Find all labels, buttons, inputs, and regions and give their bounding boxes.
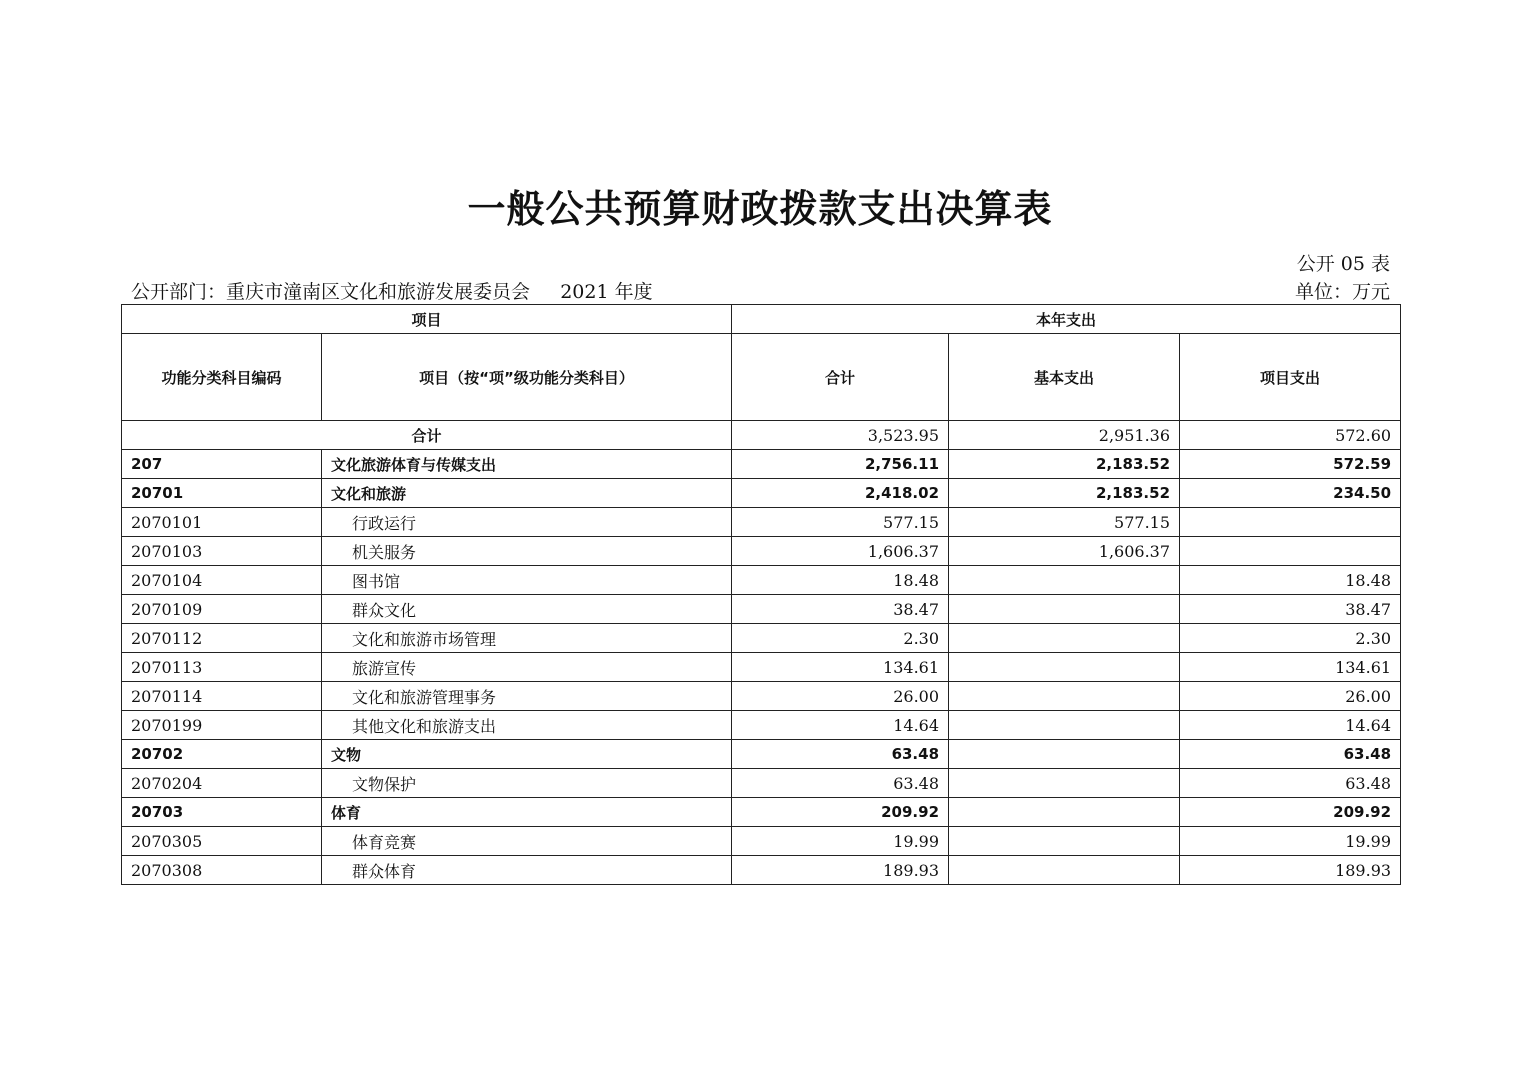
- row-project: 134.61: [1180, 653, 1401, 682]
- row-basic: [949, 653, 1180, 682]
- row-code: 207: [122, 450, 322, 479]
- table-row: [122, 450, 1401, 479]
- row-item-name: 行政运行: [322, 508, 732, 537]
- row-total: 19.99: [732, 827, 949, 856]
- row-project: 572.59: [1180, 450, 1401, 479]
- row-item-name: 群众体育: [322, 856, 732, 885]
- row-item-name: 机关服务: [322, 537, 732, 566]
- row-project: 63.48: [1180, 769, 1401, 798]
- header-total: 合计: [732, 334, 949, 421]
- row-item-name: 文化和旅游: [322, 479, 732, 508]
- row-total: 63.48: [732, 769, 949, 798]
- table-row: [122, 798, 1401, 827]
- header-item: 项目（按“项”级功能分类科目）: [322, 334, 732, 421]
- table-row: [122, 740, 1401, 769]
- row-code: 2070113: [122, 653, 322, 682]
- row-project: [1180, 508, 1401, 537]
- row-item-name: 文化旅游体育与传媒支出: [322, 450, 732, 479]
- header-row-2: [122, 334, 1401, 421]
- header-basic: 基本支出: [949, 334, 1180, 421]
- row-basic: 1,606.37: [949, 537, 1180, 566]
- row-basic: [949, 624, 1180, 653]
- form-number: 公开 05 表: [1296, 253, 1390, 275]
- row-total: 1,606.37: [732, 537, 949, 566]
- table-row: [122, 624, 1401, 653]
- row-project: 209.92: [1180, 798, 1401, 827]
- row-project: 63.48: [1180, 740, 1401, 769]
- row-total: 2,756.11: [732, 450, 949, 479]
- row-project: [1180, 537, 1401, 566]
- table-row: [122, 769, 1401, 798]
- row-project: 189.93: [1180, 856, 1401, 885]
- row-item-name: 旅游宣传: [322, 653, 732, 682]
- row-item-name: 其他文化和旅游支出: [322, 711, 732, 740]
- header-code: 功能分类科目编码: [122, 334, 322, 421]
- row-project: 14.64: [1180, 711, 1401, 740]
- row-total: 26.00: [732, 682, 949, 711]
- row-total: 189.93: [732, 856, 949, 885]
- budget-table: [121, 304, 1401, 885]
- row-item-name: 体育: [322, 798, 732, 827]
- row-basic: 2,183.52: [949, 450, 1180, 479]
- row-code: 2070199: [122, 711, 322, 740]
- row-code: 2070109: [122, 595, 322, 624]
- total-amount: 3,523.95: [732, 421, 949, 450]
- header-project: 项目: [122, 305, 732, 334]
- table-row: [122, 856, 1401, 885]
- row-item-name: 图书馆: [322, 566, 732, 595]
- row-basic: [949, 595, 1180, 624]
- header-current-year: 本年支出: [732, 305, 1401, 334]
- row-code: 2070112: [122, 624, 322, 653]
- row-total: 2,418.02: [732, 479, 949, 508]
- row-total: 38.47: [732, 595, 949, 624]
- row-basic: 577.15: [949, 508, 1180, 537]
- row-total: 14.64: [732, 711, 949, 740]
- document-title: 一般公共预算财政拨款支出决算表: [467, 186, 1053, 231]
- row-total: 209.92: [732, 798, 949, 827]
- unit-label: 单位：万元: [1294, 281, 1390, 303]
- row-basic: [949, 740, 1180, 769]
- row-code: 2070104: [122, 566, 322, 595]
- row-item-name: 体育竞赛: [322, 827, 732, 856]
- table-row: [122, 566, 1401, 595]
- row-project: 18.48: [1180, 566, 1401, 595]
- row-basic: [949, 711, 1180, 740]
- row-code: 20701: [122, 479, 322, 508]
- table-row: [122, 827, 1401, 856]
- row-code: 2070305: [122, 827, 322, 856]
- row-total: 2.30: [732, 624, 949, 653]
- total-project: 572.60: [1180, 421, 1401, 450]
- row-item-name: 群众文化: [322, 595, 732, 624]
- row-code: 2070103: [122, 537, 322, 566]
- header-row-1: [122, 305, 1401, 334]
- row-project: 2.30: [1180, 624, 1401, 653]
- total-row: [122, 421, 1401, 450]
- table-row: [122, 711, 1401, 740]
- row-project: 234.50: [1180, 479, 1401, 508]
- table-row: [122, 682, 1401, 711]
- row-code: 20702: [122, 740, 322, 769]
- row-code: 2070204: [122, 769, 322, 798]
- row-basic: [949, 798, 1180, 827]
- row-code: 2070101: [122, 508, 322, 537]
- row-total: 18.48: [732, 566, 949, 595]
- department-line: 公开部门：重庆市潼南区文化和旅游发展委员会 2021 年度: [131, 281, 653, 303]
- row-total: 63.48: [732, 740, 949, 769]
- table-row: [122, 537, 1401, 566]
- row-basic: 2,183.52: [949, 479, 1180, 508]
- total-label: 合计: [122, 421, 732, 450]
- row-code: 20703: [122, 798, 322, 827]
- row-total: 134.61: [732, 653, 949, 682]
- row-basic: [949, 856, 1180, 885]
- row-code: 2070308: [122, 856, 322, 885]
- row-project: 38.47: [1180, 595, 1401, 624]
- row-project: 26.00: [1180, 682, 1401, 711]
- table-row: [122, 653, 1401, 682]
- row-basic: [949, 827, 1180, 856]
- total-basic: 2,951.36: [949, 421, 1180, 450]
- table-row: [122, 595, 1401, 624]
- table-row: [122, 479, 1401, 508]
- row-basic: [949, 682, 1180, 711]
- row-project: 19.99: [1180, 827, 1401, 856]
- row-basic: [949, 566, 1180, 595]
- row-basic: [949, 769, 1180, 798]
- row-item-name: 文化和旅游市场管理: [322, 624, 732, 653]
- row-total: 577.15: [732, 508, 949, 537]
- table-row: [122, 508, 1401, 537]
- row-item-name: 文化和旅游管理事务: [322, 682, 732, 711]
- row-code: 2070114: [122, 682, 322, 711]
- row-item-name: 文物保护: [322, 769, 732, 798]
- row-item-name: 文物: [322, 740, 732, 769]
- header-project-expense: 项目支出: [1180, 334, 1401, 421]
